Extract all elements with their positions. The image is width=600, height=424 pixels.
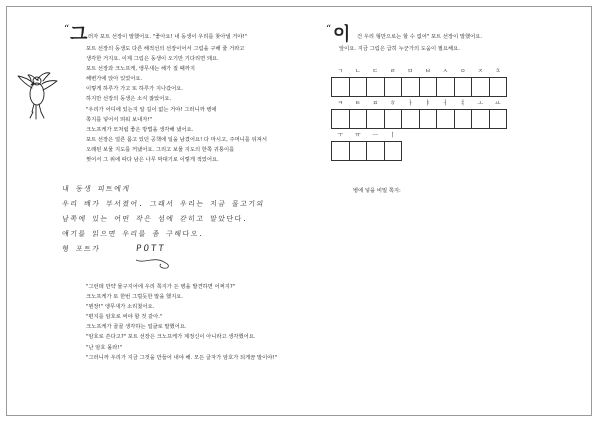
paragraph-1-line: 하지만 선장의 동생은 소식 잖았어요. — [86, 96, 172, 103]
cipher-box — [437, 109, 455, 128]
jamo-label: ㄷ — [372, 67, 379, 75]
right-opening-quote: “ — [326, 24, 332, 35]
paragraph-2-line: "암호로 쓴다고?" 포트 선장은 크노프케가 제정신이 아니라고 생각했어요. — [86, 334, 256, 341]
signature: POTT — [135, 244, 167, 254]
paragraph-1-line: 오래된 보물 지도를 꺼냈어요. 그리고 보물 지도의 한쪽 귀퉁이를 — [86, 146, 235, 153]
cipher-box — [384, 109, 402, 128]
jamo-label: ㅑ — [424, 99, 431, 107]
cipher-box — [489, 109, 507, 128]
jamo-label: ㅡ — [372, 131, 379, 139]
paragraph-1-line: 찢어서 그 위에 따다 남은 나무 막대기로 이렇게 적었어요. — [86, 157, 219, 164]
left-first-line: 러자 포트 선장이 말했어요. "좋아요! 내 동생이 우리를 찾아낼 거야!" — [88, 34, 247, 40]
jamo-label: ㅂ — [424, 67, 431, 75]
signature-scribble — [134, 252, 174, 270]
cipher-grid-row-2 — [331, 96, 507, 129]
cipher-box — [402, 109, 420, 128]
paragraph-2-line: "그런데 만약 물구지어에 우리 쪽지가 든 병을 발견하면 어쩌지?" — [86, 284, 236, 290]
paragraph-1-line: 쪽지를 넣어서 띄워 보내자!" — [86, 116, 152, 123]
jamo-label: ㅕ — [459, 99, 466, 107]
handwritten-line: 우리 배가 부서졌어. 그래서 우리는 지금 물고기의 — [61, 200, 265, 208]
jamo-label: ㅇ — [459, 67, 466, 75]
paragraph-2-line: 크노프케가 또 한번 그럴듯한 말을 했지요. — [86, 294, 184, 301]
paragraph-2-line: "난 암호 몰라!" — [86, 344, 122, 351]
cipher-box — [349, 77, 367, 96]
cipher-grid-row-1 — [331, 64, 507, 97]
left-paragraph-1 — [86, 44, 267, 165]
cipher-box — [332, 77, 350, 96]
left-page — [6, 6, 299, 416]
bird-illustration — [12, 66, 62, 130]
handwritten-line: 내 동생 피트에게 — [61, 185, 131, 193]
jamo-label: ㅈ — [477, 67, 484, 75]
right-dropcap: 이 — [333, 24, 351, 45]
jamo-label: ㅜ — [337, 131, 344, 139]
jamo-label: ㅊ — [494, 67, 501, 75]
paragraph-1-line: 해변가에 앉아 있었어요. — [86, 76, 143, 83]
jamo-label: ㅌ — [354, 99, 361, 107]
cipher-box — [402, 77, 420, 96]
jamo-label: ㅋ — [337, 99, 344, 107]
cipher-box — [367, 77, 385, 96]
jamo-label: ㅍ — [372, 99, 379, 107]
cipher-box — [384, 141, 402, 160]
cipher-box — [349, 109, 367, 128]
jamo-label: ㄹ — [389, 67, 396, 75]
cipher-box — [419, 109, 437, 128]
paragraph-1-line: 포트 선장과 크노프케, 앵무새는 해가 질 때까지 — [86, 66, 196, 73]
cipher-box — [489, 77, 507, 96]
paragraph-1-line: "우리가 어디에 있는지 알 길이 없는 거야! 그러니까 병에 — [86, 106, 217, 113]
cipher-box — [454, 77, 472, 96]
left-paragraph-2 — [86, 282, 277, 363]
jamo-label: ㄱ — [337, 67, 344, 75]
jamo-label: ㅣ — [389, 131, 396, 139]
cipher-box — [472, 109, 490, 128]
cipher-box — [419, 77, 437, 96]
cipher-box — [367, 109, 385, 128]
opening-quote-mark: “ — [64, 24, 70, 35]
jamo-label: ㅎ — [389, 99, 396, 107]
jamo-label: ㅠ — [354, 131, 361, 139]
right-page — [299, 6, 592, 416]
paragraph-1-line: 생각한 거지요. 이제 그림은 동생이 오기만 기다리면 돼요. — [86, 56, 219, 63]
secret-note-caption: 병에 넣을 비밀 쪽지: — [353, 188, 401, 194]
cipher-box — [454, 109, 472, 128]
handwritten-line: 형 포트가 — [61, 245, 101, 253]
paragraph-1-line: 크노프케가 모처럼 좋은 방법을 생각해 냈어요. — [86, 126, 194, 133]
handwritten-line: 남쪽에 있는 어떤 작은 섬에 갇히고 말았단다. — [61, 215, 249, 223]
paragraph-2-line: "그러니까 우리가 지금 그것을 만들어 내야 해. 모든 글자가 암호가 되게끔 말이야!" — [86, 354, 277, 361]
cipher-box — [349, 141, 367, 160]
jamo-label: ㄴ — [354, 67, 361, 75]
right-line-1: 건 우리 형만으로는 할 수 없어" 포트 선장이 말했어요. — [357, 34, 483, 40]
paragraph-1-line: 포트 선장의 동생도 다른 해적선의 선장이어서 그림을 구해 줄 거라고 — [86, 46, 245, 52]
cipher-box — [332, 109, 350, 128]
paragraph-1-line: 이렇게 하루가 가고 또 하루가 지나갔어요. — [86, 86, 184, 93]
right-line-2: 앞이요. 지금 그림은 급히 누군가의 도움이 필요해요. — [339, 46, 460, 52]
jamo-label: ㅛ — [494, 99, 501, 107]
jamo-label: ㅅ — [442, 67, 449, 75]
paragraph-2-line: "편지를 암호로 써야 할 것 같아." — [86, 314, 163, 321]
paragraph-2-line: "뭔장!" 앵무새가 소리쳤어요. — [86, 304, 155, 311]
jamo-label: ㅏ — [407, 99, 414, 107]
paragraph-2-line: 크노프케가 골골 생각하는 얼굴로 말했어요. — [86, 324, 187, 331]
cipher-grid-row-3 — [331, 128, 402, 161]
cipher-box — [332, 141, 350, 160]
jamo-label: ㅓ — [442, 99, 449, 107]
paragraph-1-line: 포트 선장은 얼른 몸고 있던 공책에 일을 남겼어요! 다 마시고, 주머니를 뒤져서 — [86, 136, 267, 143]
cipher-box — [437, 77, 455, 96]
left-dropcap: 그 — [70, 24, 88, 45]
cipher-box — [472, 77, 490, 96]
jamo-label: ㅁ — [407, 67, 414, 75]
cipher-box — [384, 77, 402, 96]
cipher-box — [367, 141, 385, 160]
handwritten-line: 얘기를 읽으면 우리를 좀 구해다오. — [61, 230, 205, 238]
jamo-label: ㅗ — [477, 99, 484, 107]
